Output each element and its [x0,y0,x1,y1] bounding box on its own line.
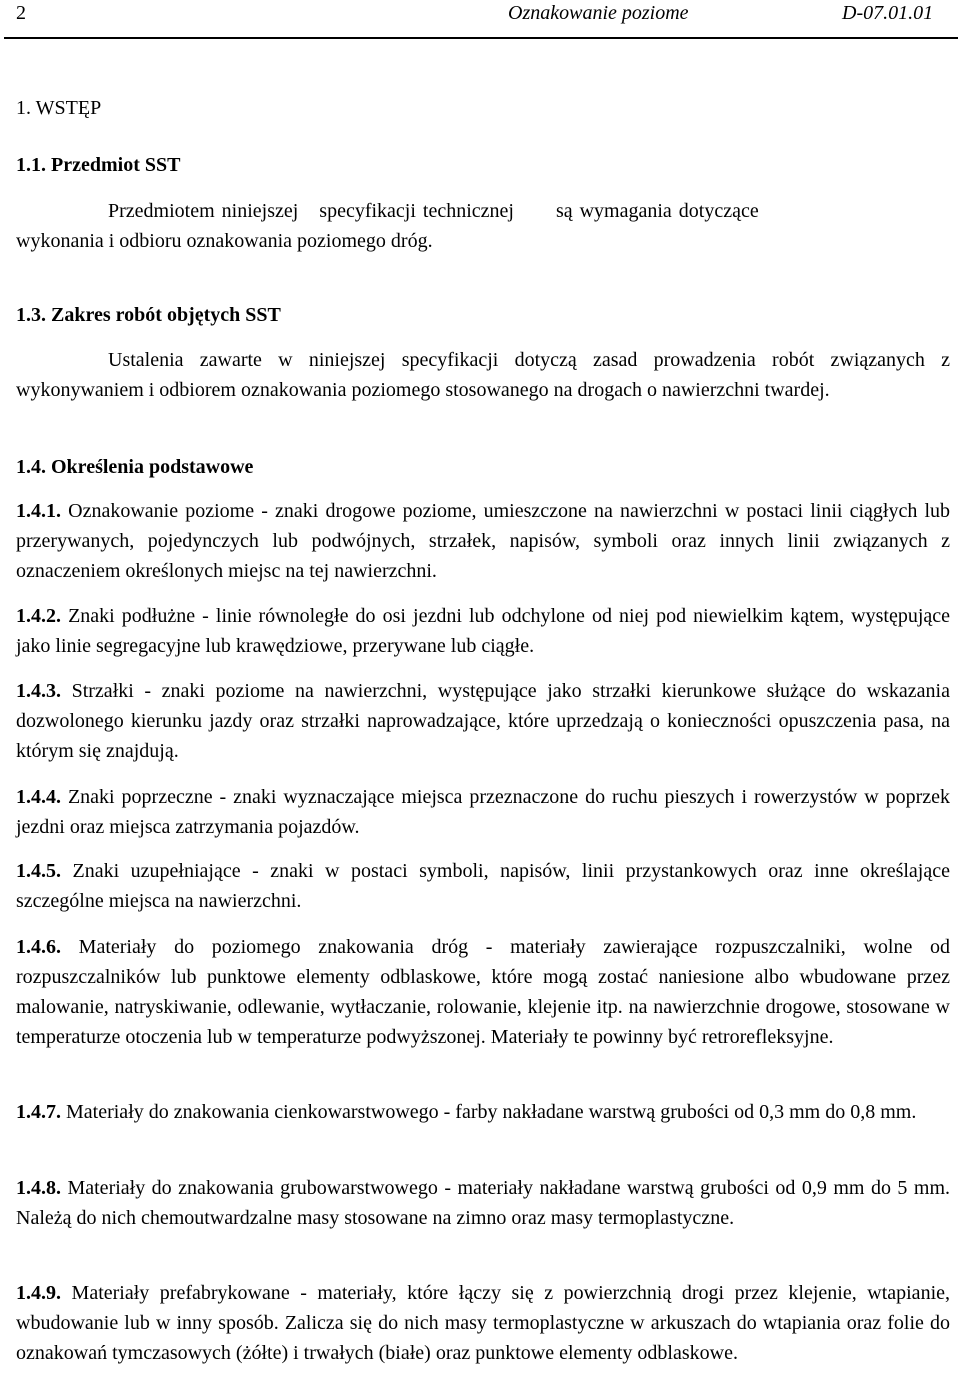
section-heading-1-3: 1.3. Zakres robót objętych SST [16,304,281,326]
page-number: 2 [16,2,26,24]
definition-1-4-1 [16,496,950,586]
definition-number: 1.4.2. [16,605,61,627]
paragraph-line: Przedmiotem niniejszej specyfikacji technicznej są wymagania dotyczące [108,200,759,222]
section-heading-1-4: 1.4. Określenia podstawowe [16,456,254,478]
definition-text: Strzałki - znaki poziome na nawierzchni, występujące jako strzałki kierunkowe służące do wskazania dozwolonego kierunku jazdy oraz strzałki naprowadzające, które uprzedzają o konieczności opuszczenia pasa, na którym się znajdują. [16,680,950,762]
definition-text: Materiały do znakowania grubowarstwowego - materiały nakładane warstwą grubości od 0,9 mm do 5 mm. Należą do nich chemoutwardzalne masy stosowane na zimno oraz masy termoplastyczne. [16,1177,950,1229]
definition-number: 1.4.3. [16,680,61,702]
section-heading-1-1: 1.1. Przedmiot SST [16,154,181,176]
paragraph-line: wykonania i odbioru oznakowania poziomego dróg. [16,230,433,252]
definition-text: Materiały do poziomego znakowania dróg - materiały zawierające rozpuszczalniki, wolne od rozpuszczalników lub punktowe elementy odblaskowe, które mogą zostać naniesione albo wbudowane przez malowanie, natryskiwanie, odlewanie, wytłaczanie, rolowanie, klejenie itp. na nawierzchnie drogowe, stosowane w temperaturze otoczenia lub w temperaturze podwyższonej. Materiały te powinny być retrorefleksyjne. [16,936,951,1048]
definition-number: 1.4.8. [16,1177,61,1199]
section-1-3-paragraph: Ustalenia zawarte w niniejszej specyfikacji dotyczą zasad prowadzenia robót związanych z wykonywaniem i odbiorem oznakowania poziomego stosowanego na drogach o nawierzchni twardej. [16,349,950,401]
section-heading-1: 1. WSTĘP [16,97,102,119]
definition-1-4-6 [16,932,950,1052]
definition-text: Materiały do znakowania cienkowarstwowego - farby nakładane warstwą grubości od 0,3 mm do 0,8 mm. [66,1101,917,1123]
definition-number: 1.4.9. [16,1282,61,1304]
definition-1-4-5 [16,856,950,916]
definition-1-4-7 [16,1097,950,1127]
definition-number: 1.4.5. [16,860,61,882]
header-rule [4,37,958,39]
definition-text: Oznakowanie poziome - znaki drogowe poziome, umieszczone na nawierzchni w postaci linii ciągłych lub przerywanych, pojedynczych lub podwójnych, strzałek, napisów, symboli oraz innych linii związanych z oznaczeniem określonych miejsc na tej nawierzchni. [16,500,951,582]
definition-1-4-4 [16,782,950,842]
section-1-1-paragraph [16,196,950,256]
header-document-code: D-07.01.01 [842,2,934,24]
page-header [0,0,960,40]
header-title: Oznakowanie poziome [508,2,689,24]
definition-text: Materiały prefabrykowane - materiały, które łączy się z powierzchnią drogi przez klejenie, wtapianie, wbudowanie lub w inny sposób. Zalicza się do nich masy termoplastyczne w arkuszach do wtapiania oraz folie do oznakowań tymczasowych (żółte) i trwałych (białe) oraz punktowe elementy odblaskowe. [16,1282,950,1364]
definition-1-4-2 [16,601,950,661]
definition-text: Znaki poprzeczne - znaki wyznaczające miejsca przeznaczone do ruchu pieszych i rowerzystów w poprzek jezdni oraz miejsca zatrzymania pojazdów. [16,786,951,838]
definition-number: 1.4.6. [16,936,61,958]
definition-1-4-9 [16,1278,950,1368]
definition-number: 1.4.4. [16,786,61,808]
definition-1-4-3 [16,676,950,766]
definition-number: 1.4.1. [16,500,61,522]
definition-1-4-8 [16,1173,950,1233]
definition-text: Znaki uzupełniające - znaki w postaci symboli, napisów, linii przystankowych oraz inne określające szczególne miejsca na nawierzchni. [16,860,950,912]
definition-text: Znaki podłużne - linie równoległe do osi jezdni lub odchylone od niej pod niewielkim kątem, występujące jako linie segregacyjne lub krawędziowe, przerywane lub ciągłe. [16,605,951,657]
definition-number: 1.4.7. [16,1101,61,1123]
